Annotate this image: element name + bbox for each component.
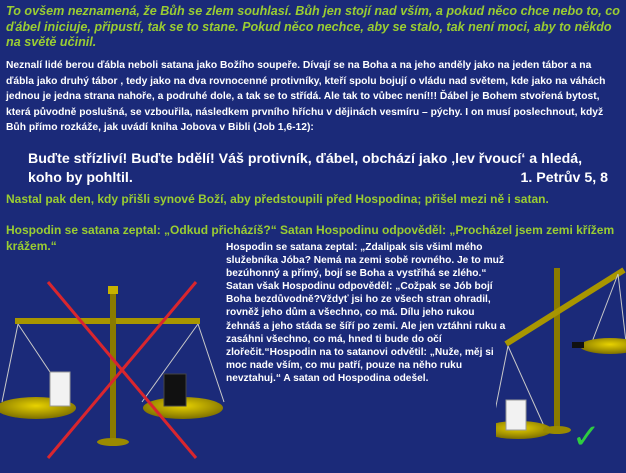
balanced-scale-crossed-icon	[0, 262, 225, 473]
scale-beam	[506, 270, 624, 344]
raised-pan	[580, 338, 626, 354]
white-weight	[506, 400, 526, 430]
dialog-paragraph-1: Hospodin se satana zeptal: „Zdalipak sis všiml mého služebníka Jóba? Nemá na zemi sobě rovného. Je to muž bezúhonný a přímý, bojí se Boha a vystříhá se zlého.“	[226, 242, 504, 280]
job-passage-1: Nastal pak den, kdy přišli synové Boží, aby předstoupili před Hospodina; přišel mezi ně i satan.	[6, 192, 549, 206]
black-weight	[572, 342, 584, 348]
scale-beam	[15, 318, 200, 324]
scale-column	[110, 290, 116, 440]
black-weight	[164, 374, 186, 406]
bible-verse	[28, 150, 618, 188]
body-text: Neznalí lidé berou ďábla neboli satana jako Božího soupeře. Dívají se na Boha a na jeho anděly jako na jeden tábor a na ďábla jako druhý tábor , tedy jako na dva rovnocenné protivníky, kteří spolu bojují o vládu nad světem, kde jako na váhách jednou je jedna strana nahoře, a podruhé dole, a tak se to střídá. Ale tak to vůbec není!!! Ďábel je Bohem stvořená bytost, která původně poslušná, se vzbouřila, následkem prvního hříchu v dějinách vesmíru – pýchy. I on musí poslechnout, když Bůh přímo rozkáže, jak uvádí kniha Jobova v Bibli (Job 1,6-12):	[6, 60, 606, 134]
verse-reference: 1. Petrův 5, 8	[520, 170, 608, 186]
verse-text: Buďte střízliví! Buďte bdělí! Váš protivník, ďábel, obchází jako ‚lev řvoucí‘ a hledá, koho by pohltil.	[28, 151, 583, 186]
dialog-paragraph-2: Satan však Hospodinu odpověděl: „Cožpak se Jób bojí Boha bezdůvodně?Vždyť jsi ho ze všech stran ohradil, rovněž jeho dům a všechno, co má. Dílu jeho rukou žehnáš a jeho stáda se šíří po zemi. Ale jen vztáhni ruku a zasáhni všechno, co má, hned ti bude do očí zlořečit.“Hospodin na to satanovi odvětil: „Nuže, měj si moc nade vším, co mu patří, pouze na něho ruku nevztahuj.“ A satan od Hospodina odešel.	[226, 281, 506, 384]
scale-column	[554, 268, 560, 428]
check-mark-icon: ✓	[572, 417, 601, 457]
intro-text: To ovšem neznamená, že Bůh se zlem souhlasí. Bůh jen stojí nad vším, a pokud něco chce nebo to, co ďábel iniciuje, připustí, tak se to stane. Pokud něco nechce, aby se stalo, tak není moci, aby to někdo na světě učinil.	[6, 4, 620, 49]
job-passage-2: Hospodin se satana zeptal: „Odkud přicházíš?“ Satan Hospodinu odpověděl: „Procházel jsem zemi křížem krážem.“	[6, 223, 615, 253]
tilted-scale-icon	[496, 262, 626, 462]
white-weight	[50, 372, 70, 406]
dialog-text	[226, 241, 508, 385]
